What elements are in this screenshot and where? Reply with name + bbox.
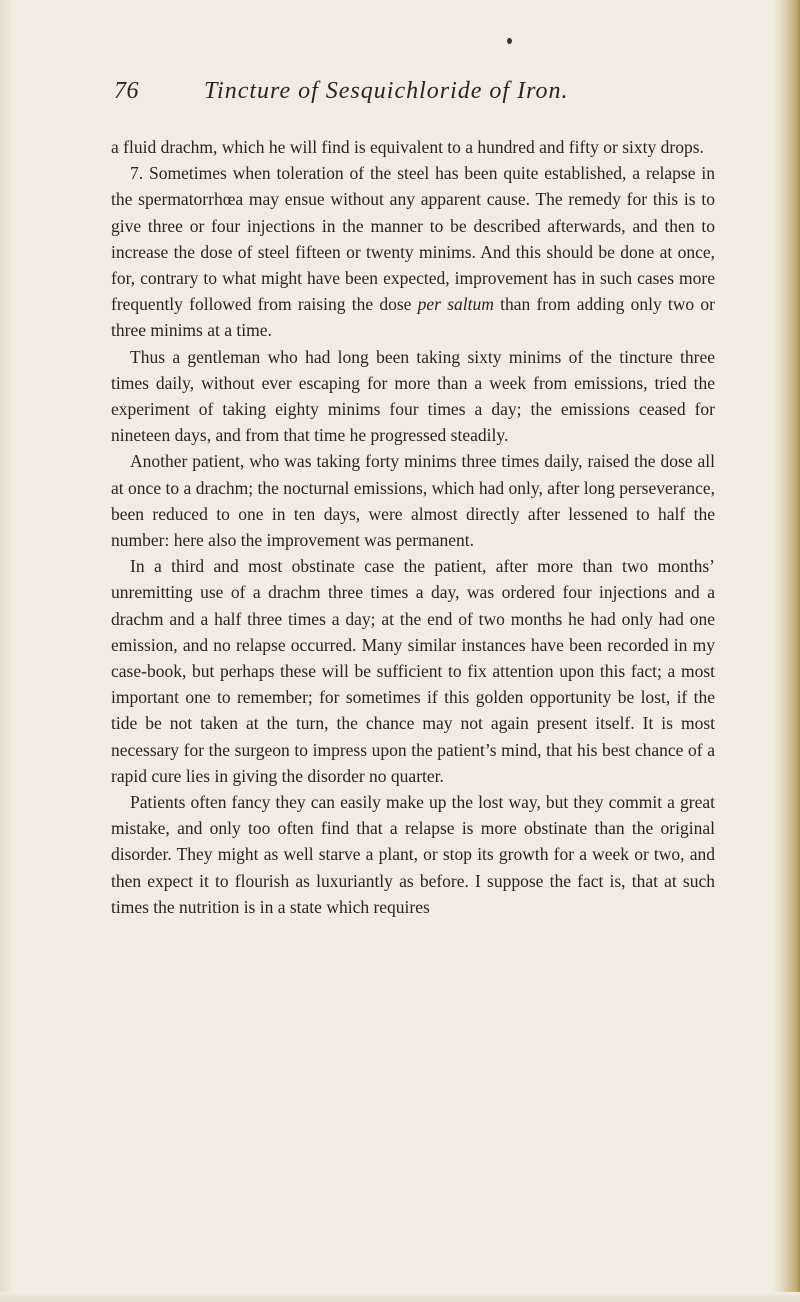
page-number: 76 [114, 78, 139, 104]
paragraph-text: a fluid drachm, which he will find is equivalent to a hundred and fifty or sixty drops. [111, 137, 704, 157]
paragraph-text: 7. Sometimes when toleration of the steel has been quite established, a relapse in the spermatorrhœa may ensue without any apparent cause. The remedy for this is to give three or four injections in the manner to be described afterwards, and then to increase the dose of steel fifteen or twenty minims. And this should be done at once, for, contrary to what might have been expected, improvement has in such cases more frequently followed from raising the dose [111, 163, 715, 315]
paragraph-text: Patients often fancy they can easily make up the lost way, but they commit a great mistake, and only too often find that a relapse is more obstinate than the original disorder. They might as well starve a plant, or stop its growth for a week or two, and then expect it to flourish as luxuriantly as before. I suppose the fact is, that at such times the nutrition is in a state which requires [111, 792, 715, 917]
ink-spot [507, 38, 512, 44]
latin-phrase: per saltum [417, 294, 494, 315]
paragraph-text: Another patient, who was taking forty minims three times daily, raised the dose all at once to a drachm; the nocturnal emissions, which had only, after long perseverance, been reduced to one in ten days, were almost directly after lessened to half the number: here also the improvement was permanent. [111, 451, 715, 551]
body-text [111, 134, 715, 920]
page-edge [772, 0, 800, 1302]
page-bottom-edge [0, 1292, 800, 1302]
paragraph [111, 789, 715, 920]
paragraph [111, 553, 715, 789]
running-title: Tincture of Sesquichloride of Iron. [204, 78, 569, 104]
page-header [0, 78, 800, 112]
paragraph [111, 160, 715, 343]
paragraph-text: Thus a gentleman who had long been taking sixty minims of the tincture three times daily, without ever escaping for more than a week from emissions, tried the experiment of taking eighty minims four times a day; the emissions ceased for nineteen days, and from that time he progressed steadily. [111, 346, 715, 446]
paragraph [111, 448, 715, 553]
paragraph [111, 344, 715, 449]
paragraph-text-continued: than from adding only two or three minims at a time. [111, 294, 715, 341]
paragraph [111, 134, 715, 160]
paragraph-text: In a third and most obstinate case the patient, after more than two months’ unremitting use of a drachm three times a day, was ordered four injections and a drachm and a half three times a day; at the end of two months he had only had one emission, and no relapse occurred. Many similar instances have been recorded in my case-book, but perhaps these will be sufficient to fix attention upon this fact; a most important one to remember; for sometimes if this golden opportunity be lost, if the tide be not taken at the turn, the chance may not again present itself. It is most necessary for the surgeon to impress upon the patient’s mind, that his best chance of a rapid cure lies in giving the disorder no quarter. [111, 556, 715, 786]
page-gutter-shadow [0, 0, 14, 1302]
